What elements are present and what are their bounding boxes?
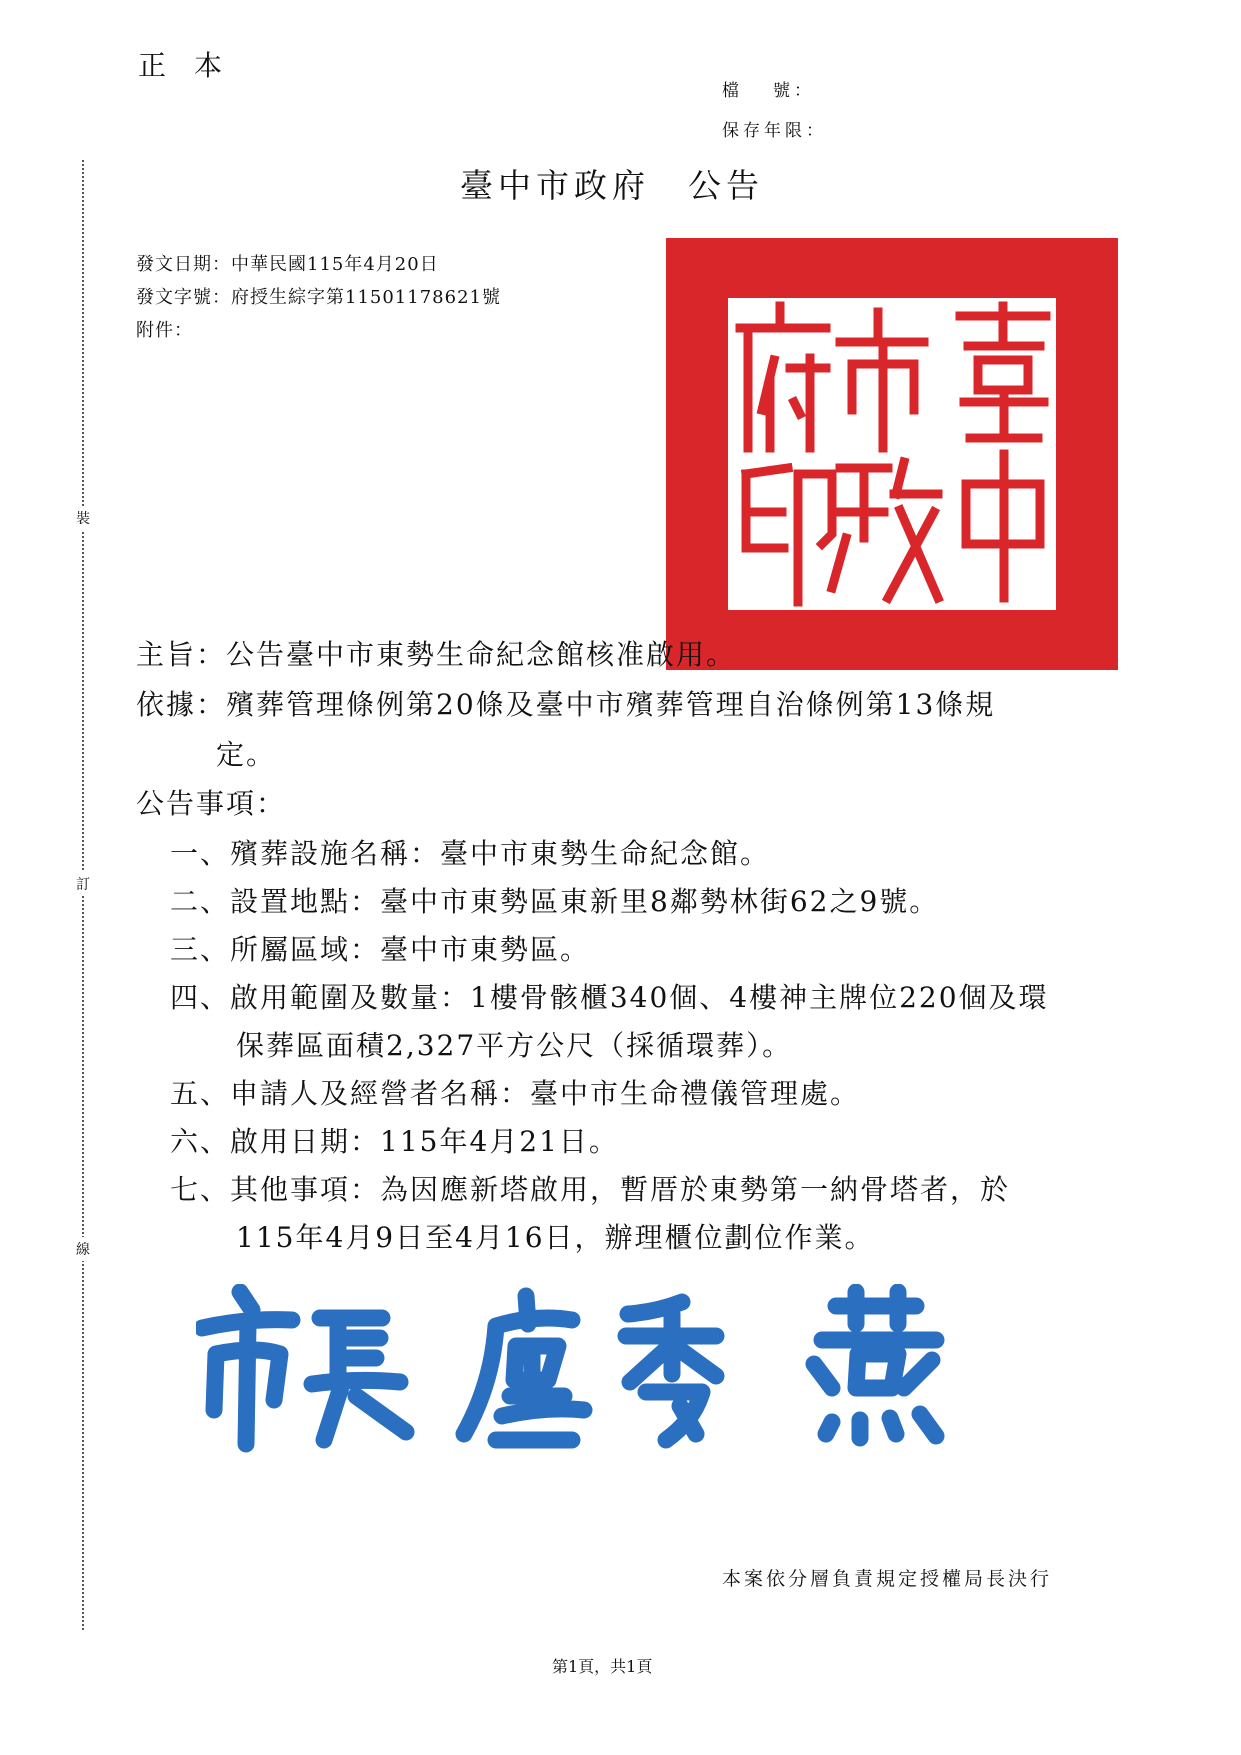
binding-mark-zhuang: 裝 [76, 506, 90, 530]
attachment-label: 附件： [136, 320, 193, 341]
basis-line [136, 683, 995, 723]
page-number: 第1頁，共1頁 [552, 1657, 653, 1676]
issuer-name: 臺中市政府 [460, 166, 650, 205]
notice-item-2: 二、設置地點：臺中市東勢區東新里8鄰勢林街62之9號。 [170, 885, 940, 918]
file-number-label [722, 76, 815, 101]
file-number-label-part-1: 檔 [722, 81, 743, 101]
file-number-label-part-2: 號： [773, 81, 815, 101]
notice-item-3: 三、所屬區域：臺中市東勢區。 [170, 933, 591, 966]
delegation-note: 本案依分層負責規定授權局長決行 [722, 1568, 1053, 1590]
notice-item-1: 一、殯葬設施名稱：臺中市東勢生命紀念館。 [170, 837, 771, 870]
subject-text: 公告臺中市東勢生命紀念館核准啟用。 [226, 638, 737, 671]
notice-item-5: 五、申請人及經營者名稱：臺中市生命禮儀管理處。 [170, 1077, 861, 1110]
binding-mark-ding: 訂 [76, 872, 90, 896]
document-type: 公告 [688, 166, 764, 205]
notice-item-7-continuation: 115年4月9日至4月16日，辦理櫃位劃位作業。 [236, 1221, 875, 1254]
original-mark-char-2: 本 [194, 49, 229, 82]
document-title [460, 160, 764, 207]
notice-item-4-continuation: 保葬區面積2,327平方公尺（採循環葬）。 [236, 1029, 793, 1062]
retention-period-label: 保存年限： [722, 121, 827, 141]
subject-label: 主旨： [136, 638, 227, 671]
basis-continuation: 定。 [216, 738, 277, 771]
notice-items-heading: 公告事項： [136, 787, 287, 820]
original-copy-mark [138, 44, 228, 84]
binding-mark-xian: 線 [76, 1237, 90, 1261]
notice-item-4: 四、啟用範圍及數量：1樓骨骸櫃340個、4樓神主牌位220個及環 [170, 981, 1049, 1014]
basis-label: 依據： [136, 688, 227, 721]
issue-date: 發文日期：中華民國115年4月20日 [136, 254, 439, 275]
notice-item-7: 七、其他事項：為因應新塔啟用，暫厝於東勢第一納骨塔者，於 [170, 1173, 1011, 1206]
official-seal [666, 238, 1118, 670]
original-mark-char-1: 正 [138, 49, 173, 82]
mayor-signature-stamp [196, 1284, 1016, 1454]
seal-characters [728, 298, 1056, 610]
subject-line [136, 633, 736, 673]
basis-text: 殯葬管理條例第20條及臺中市殯葬管理自治條例第13條規 [226, 688, 996, 721]
notice-item-6: 六、啟用日期：115年4月21日。 [170, 1125, 619, 1158]
issue-number: 發文字號：府授生綜字第11501178621號 [136, 287, 501, 308]
